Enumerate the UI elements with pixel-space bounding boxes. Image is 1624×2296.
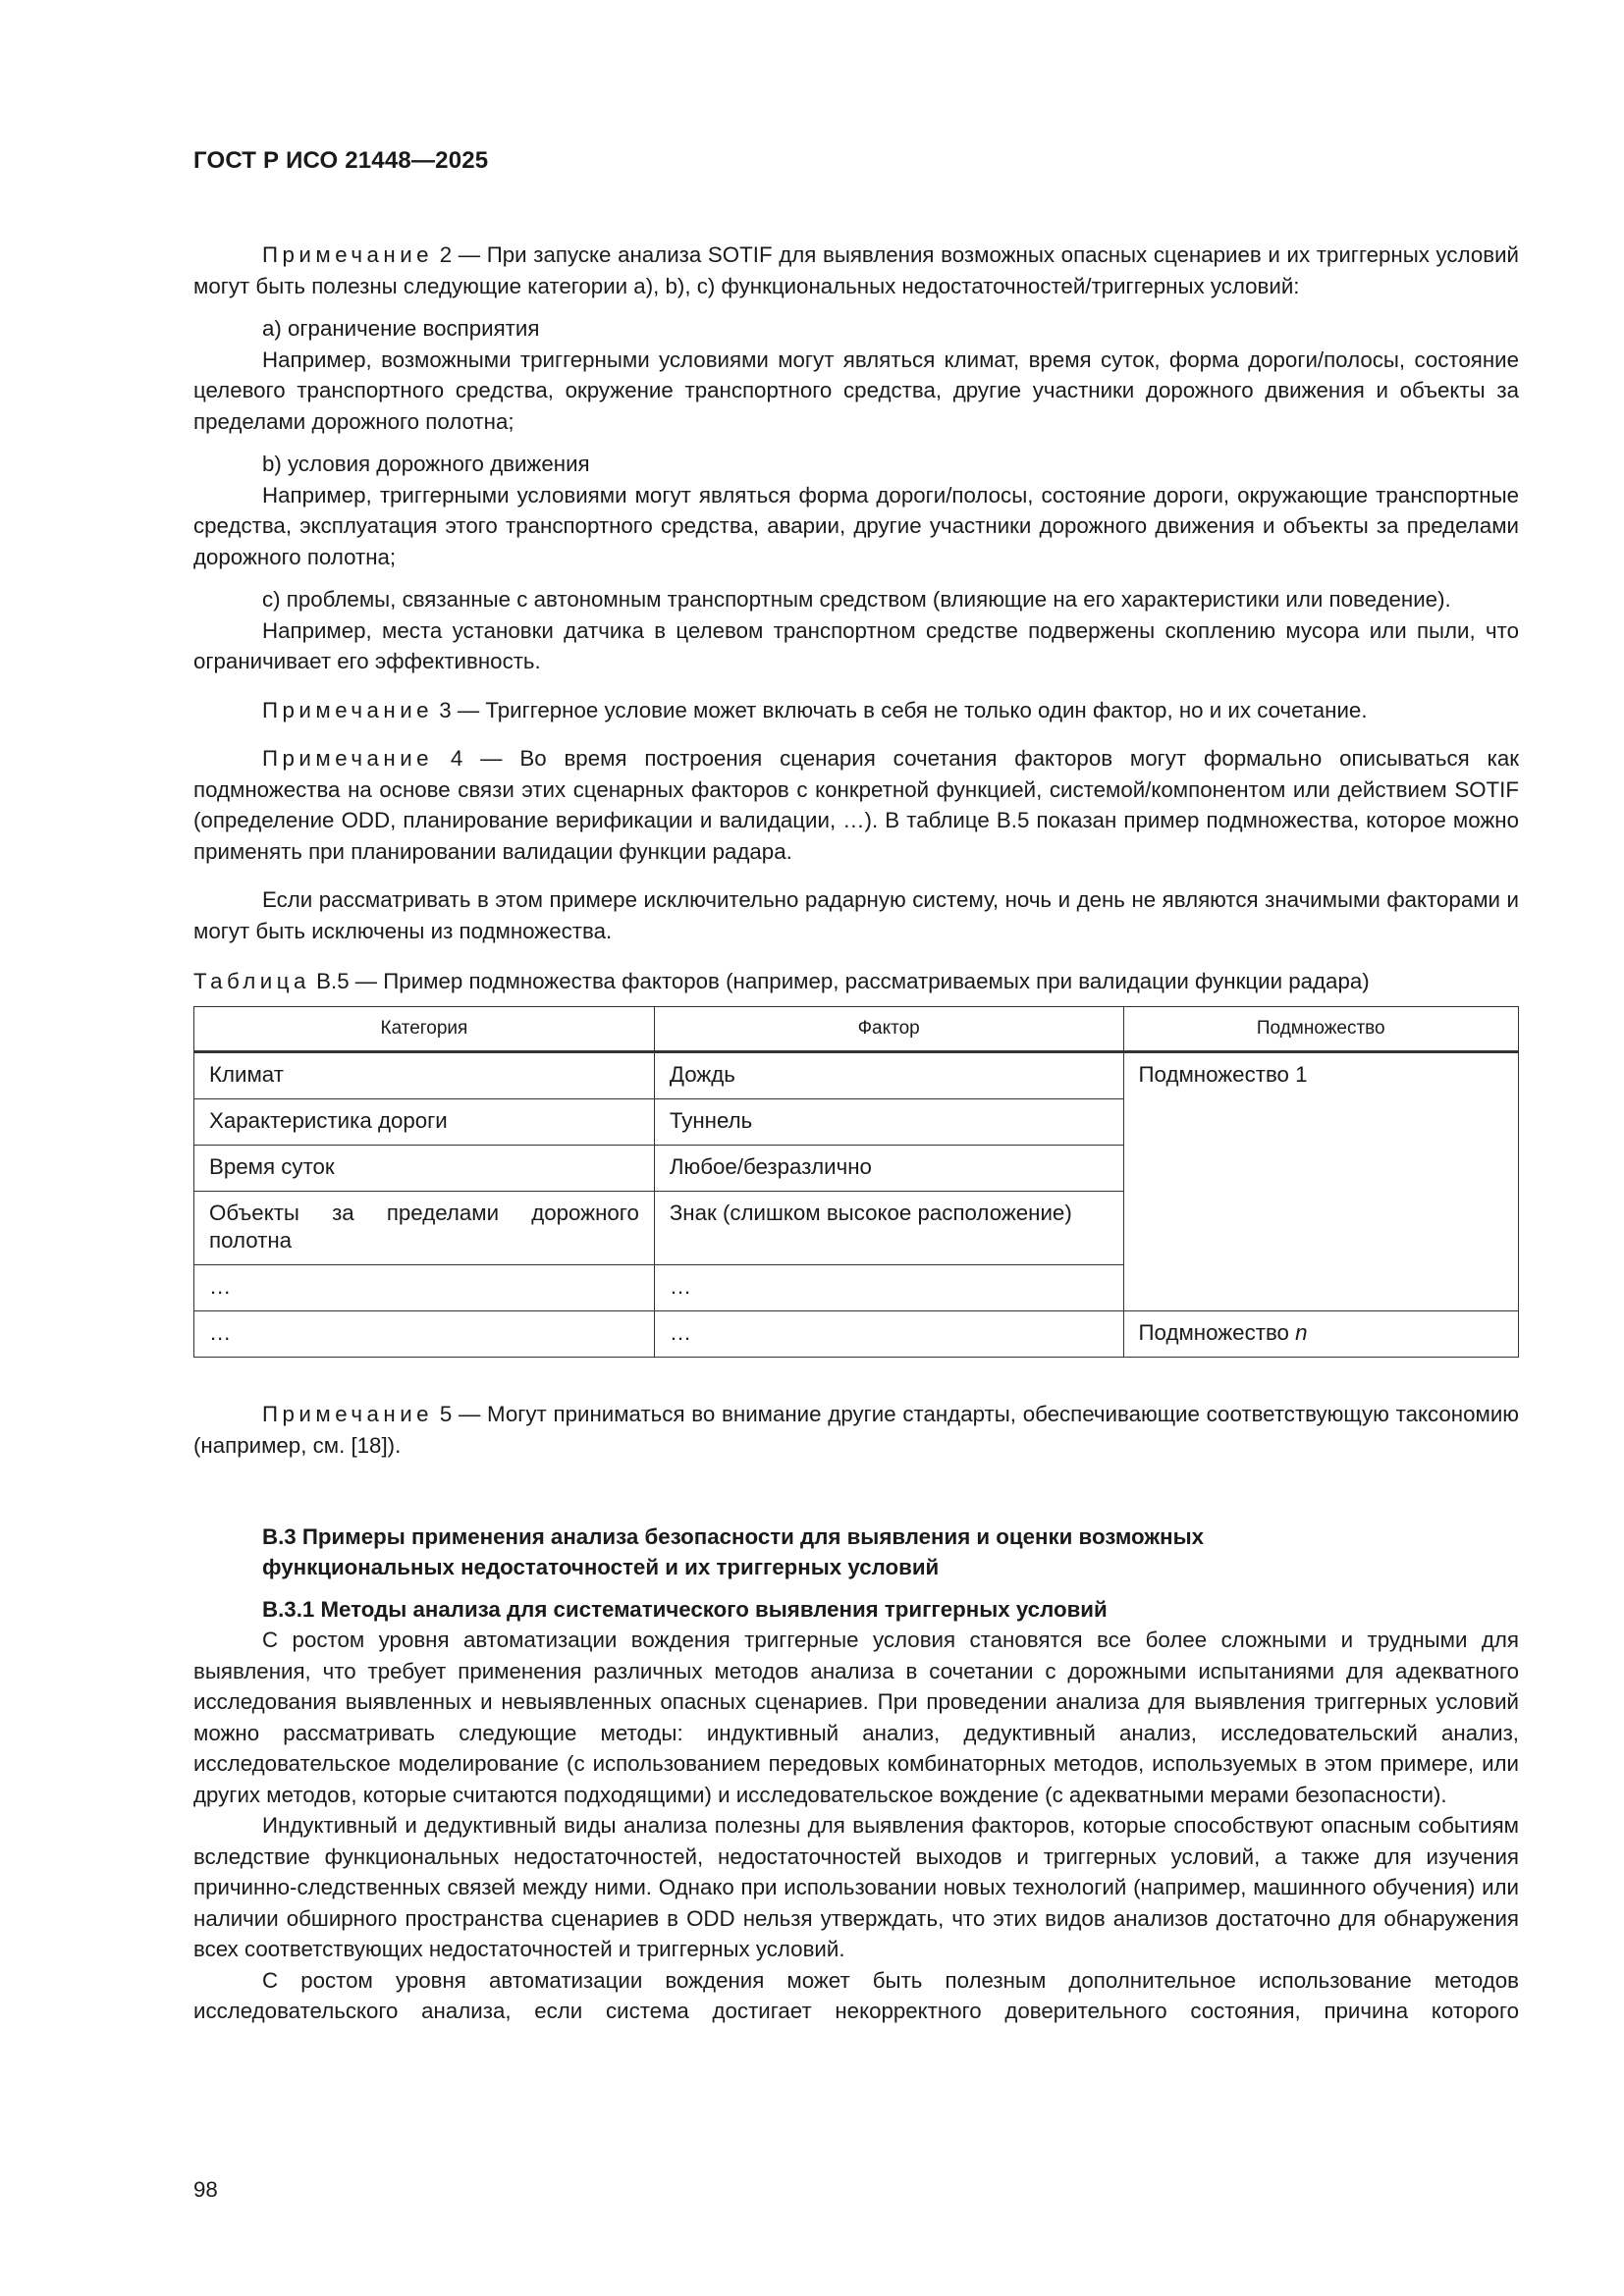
document-page bbox=[193, 147, 1519, 2027]
note-label: Примечание bbox=[262, 746, 434, 771]
header-category: Категория bbox=[194, 1007, 655, 1052]
cell-category: Время суток bbox=[194, 1146, 655, 1192]
table-caption bbox=[193, 966, 1519, 996]
document-header: ГОСТ Р ИСО 21448—2025 bbox=[193, 147, 489, 174]
note-text: 5 — Могут приниматься во внимание другие стандарты, обеспечивающие соответствующую таксономию (например, см. [18]). bbox=[193, 1402, 1519, 1458]
cell-factor: … bbox=[654, 1311, 1123, 1358]
paragraph-radar: Если рассматривать в этом примере исключительно радарную систему, ночь и день не являются значимыми факторами и могут быть исключены из подмножества. bbox=[193, 887, 1519, 943]
cell-factor: Знак (слишком высокое расположение) bbox=[654, 1192, 1123, 1265]
cell-category: Объекты за пределами дорожного полотна bbox=[194, 1192, 655, 1265]
section-b3-title-line2: функциональных недостаточностей и их триггерных условий bbox=[262, 1555, 940, 1579]
table-header-row bbox=[194, 1007, 1519, 1052]
section-b31-title: В.3.1 Методы анализа для систематического выявления триггерных условий bbox=[262, 1597, 1108, 1622]
page-number: 98 bbox=[193, 2177, 218, 2202]
header-subset: Подмножество bbox=[1123, 1007, 1518, 1052]
table-row bbox=[194, 1052, 1519, 1099]
factor-subset-table bbox=[193, 1006, 1519, 1358]
item-a-title: a) ограничение восприятия bbox=[262, 316, 540, 341]
section-b31-paragraph-1: С ростом уровня автоматизации вождения триггерные условия становятся все более сложными и трудными для выявления, что требует применения различных методов анализа в сочетании с дорожными испытаниями для адекватного исследования выявленных и невыявленных опасных сценариев. При проведении анализа для выявления триггерных условий можно рассматривать следующие методы: индуктивный анализ, дедуктивный анализ, исследовательский анализ, исследовательское моделирование (с использованием передовых комбинаторных методов, используемых в этом примере, или других методов, которые считаются подходящими) и исследовательское вождение (с адекватными мерами безопасности). bbox=[193, 1628, 1519, 1807]
cell-category: Характеристика дороги bbox=[194, 1099, 655, 1146]
note-label: Примечание bbox=[262, 1402, 434, 1426]
caption-label: Таблица bbox=[193, 969, 310, 993]
cell-category: Климат bbox=[194, 1052, 655, 1099]
cell-factor: … bbox=[654, 1265, 1123, 1311]
item-c-text: Например, места установки датчика в целевом транспортном средстве подвержены скоплению мусора или пыли, что ограничивает его эффективность. bbox=[193, 617, 1519, 673]
subset-n-var: n bbox=[1295, 1320, 1308, 1345]
note-text: 2 — При запуске анализа SOTIF для выявления возможных опасных сценариев и их триггерных условий могут быть полезны следующие категории a), b), c) функциональных недостаточностей/триггерных условий: bbox=[193, 242, 1519, 298]
caption-text: В.5 — Пример подмножества факторов (например, рассматриваемых при валидации функции радара) bbox=[309, 969, 1370, 993]
cell-factor: Туннель bbox=[654, 1099, 1123, 1146]
note-label: Примечание bbox=[262, 242, 434, 267]
item-b-text: Например, триггерными условиями могут являться форма дороги/полосы, состояние дороги, окружающие транспортные средства, эксплуатация этого транспортного средства, аварии, другие участники дорожного движения и объекты за пределами дорожного полотна; bbox=[193, 482, 1519, 569]
note-5 bbox=[193, 1399, 1519, 1461]
cell-category: … bbox=[194, 1311, 655, 1358]
section-b31-paragraph-2: Индуктивный и дедуктивный виды анализа полезны для выявления факторов, которые способствуют опасным событиям вследствие функциональных недостаточностей, недостаточностей выходов и триггерных условий, а также для изучения причинно-следственных связей между ними. Однако при использовании новых технологий (например, машинного обучения) или наличии обширного пространства сценариев в ODD нельзя утверждать, что этих видов анализов достаточно для обнаружения всех соответствующих недостаточностей и триггерных условий. bbox=[193, 1813, 1519, 1961]
note-text: 4 — Во время построения сценария сочетания факторов могут формально описываться как подмножества на основе связи этих сценарных факторов с конкретной функцией, системой/компонентом или действием SOTIF (определение ODD, планирование верификации и валидации, …). В таблице В.5 показан пример подмножества, которое можно применять при планировании валидации функции радара. bbox=[193, 746, 1519, 864]
note-text: 3 — Триггерное условие может включать в себя не только один фактор, но и их сочетание. bbox=[433, 697, 1368, 722]
table-row bbox=[194, 1311, 1519, 1358]
note-label: Примечание bbox=[262, 697, 434, 722]
item-a-text: Например, возможными триггерными условиями могут являться климат, время суток, форма дороги/полосы, состояние целевого транспортного средства, окружение транспортного средства, другие участники дорожного движения и объекты за пределами дорожного полотна; bbox=[193, 347, 1519, 434]
section-b3-title bbox=[193, 1522, 1519, 1582]
note-3 bbox=[193, 695, 1519, 726]
section-b31-paragraph-3: С ростом уровня автоматизации вождения может быть полезным дополнительное использование методов исследовательского анализа, если система достигает некорректного доверительного состояния, причина которого bbox=[193, 1967, 1519, 2023]
header-factor: Фактор bbox=[654, 1007, 1123, 1052]
subset-n-prefix: Подмножество bbox=[1138, 1320, 1296, 1345]
note-2 bbox=[193, 240, 1519, 301]
cell-factor: Дождь bbox=[654, 1052, 1123, 1099]
cell-factor: Любое/безразлично bbox=[654, 1146, 1123, 1192]
item-b-title: b) условия дорожного движения bbox=[262, 452, 590, 476]
cell-subset-1: Подмножество 1 bbox=[1123, 1052, 1518, 1311]
cell-category: … bbox=[194, 1265, 655, 1311]
item-c-title: c) проблемы, связанные с автономным транспортным средством (влияющие на его характеристики или поведение). bbox=[262, 587, 1451, 612]
cell-subset-n bbox=[1123, 1311, 1518, 1358]
section-b3-title-line1: В.3 Примеры применения анализа безопасности для выявления и оценки возможных bbox=[262, 1524, 1205, 1549]
note-4 bbox=[193, 743, 1519, 867]
